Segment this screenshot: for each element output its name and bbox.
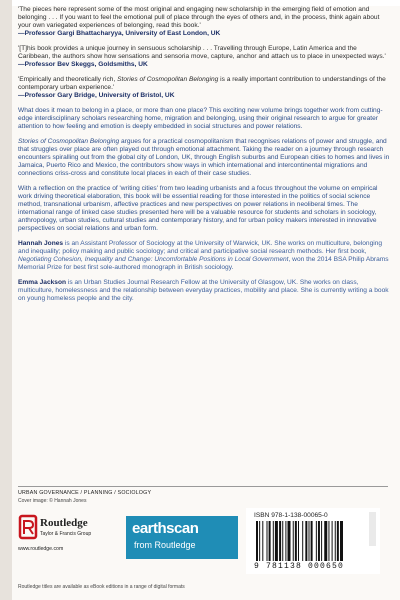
routledge-emblem-icon <box>18 514 40 540</box>
blurb-paragraph-1: What does it mean to belong in a place, or more than one place? This exciting new volume brings together work from cutting-edge interdisciplinary scholars researching home, migration and belonging, using their original research to argue for greater attention to how feeling and emotion is deeply embedded in social structures and power relations. <box>18 107 383 130</box>
endorsement-text: is a really important contribution to understandings of the contemporary urban experience.' <box>18 76 386 91</box>
publisher-subtitle: Taylor & Francis Group <box>40 531 92 537</box>
endorsement-3 <box>18 76 390 100</box>
endorsement-attribution: —Professor Gargi Bhattacharyya, University of East London, UK <box>18 30 221 37</box>
ebook-note: Routledge titles are available as eBook editions in a range of digital formats <box>18 584 185 590</box>
endorsement-2 <box>18 45 390 69</box>
author-bio-text: is an Urban Studies Journal Research Fellow at the University of Glasgow, UK. She works on class, multiculture, homelessness and the relationship between everyday practices, mobility and place. She is currently writing a book on young homeless people and the city. <box>18 279 389 302</box>
earthscan-subtitle: from Routledge <box>134 540 196 550</box>
author-name: Hannah Jones <box>18 240 64 247</box>
endorsement-text: 'Empirically and theoretically rich, <box>18 76 118 83</box>
back-cover-text <box>18 6 390 310</box>
publisher-url: www.routledge.com <box>18 546 64 552</box>
author-name: Emma Jackson <box>18 279 67 286</box>
author-bio-text: is an Assistant Professor of Sociology at the University of Warwick, UK. She works on multiculture, belonging and inequality; policy making and public sociology; and critical and participative social research methods. Her first book, <box>18 240 383 255</box>
endorsement-title: Stories of Cosmopolitan Belonging <box>117 76 219 83</box>
routledge-logo <box>18 512 108 572</box>
earthscan-wordmark: earthscan <box>132 520 199 537</box>
endorsement-text: '[T]his book provides a unique journey in sensuous scholarship . . . Travelling through Europe, Latin America and the Caribbean, the authors show how sensations and sensoria move, capture, anchor and attach us to place in unexpected ways.' <box>18 45 386 60</box>
publisher-name: Routledge <box>40 517 88 529</box>
spine-edge <box>0 0 12 600</box>
book-title: Stories of Cosmopolitan Belonging <box>18 138 120 145</box>
blurb-paragraph-2 <box>18 138 390 178</box>
endorsement-1 <box>18 6 390 38</box>
blurb-paragraph-3: With a reflection on the practice of 'writing cities' from two leading urbanists and a focus throughout the volume on empirical work driving theoretical elaboration, this book will be essential reading for those interested in the politics of social science method, transnational urbanism, affective practices and new perspectives on power relations in neoliberal times. The international range of linked case studies presented here will be a valuable resource for students and scholars in sociology, anthropology, urban studies, cultural studies and contemporary history, and for urban policy makers interested in innovative perspectives on social relations and urban form. <box>18 185 378 232</box>
blurb-text: argues for a practical cosmopolitanism that recognises relations of power and struggle, and that struggles over place are often played out through emotional attachment. Taking the reader on a journey through research encounters spiralling out from the global city of London, UK, through English suburbs and European cities to homes and lives in Jamaica, Puerto Rico and Mexico, the contributors show ways in which international and intercontinental migrations and connections criss-cross and constitute local places in each of their case studies. <box>18 138 390 177</box>
subject-series: URBAN GOVERNANCE / PLANNING / SOCIOLOGY <box>18 490 152 496</box>
cover-credit: Cover image: © Hannah Jones <box>18 498 87 504</box>
barcode-icon <box>254 521 374 561</box>
endorsement-attribution: —Professor Gary Bridge, University of Bristol, UK <box>18 92 175 99</box>
author-bio-jones <box>18 240 390 272</box>
author-bio-text: , won the 2014 BSA Philip Abrams Memorial Prize for best first sole-authored monograph in British sociology. <box>18 256 389 271</box>
earthscan-logo <box>126 516 238 559</box>
endorsement-text: 'The pieces here represent some of the most original and engaging new scholarship in the emerging field of emotion and belonging . . . If you want to feel the emotional pull of place through the eyes of others and, in the process, think again about your own variegated experiences of belonging, read this book.' <box>18 6 380 29</box>
isbn-barcode-box <box>246 508 380 574</box>
endorsement-attribution: —Professor Bev Skeggs, Goldsmiths, UK <box>18 61 148 68</box>
author-bio-jackson <box>18 279 390 303</box>
footer-divider <box>18 486 388 487</box>
isbn-label: ISBN 978-1-138-00065-0 <box>254 512 328 519</box>
author-book-title: Negotiating Cohesion, Inequality and Change: Uncomfortable Positions in Local Government <box>18 256 289 263</box>
barcode-number: 9 781138 000650 <box>254 562 345 571</box>
